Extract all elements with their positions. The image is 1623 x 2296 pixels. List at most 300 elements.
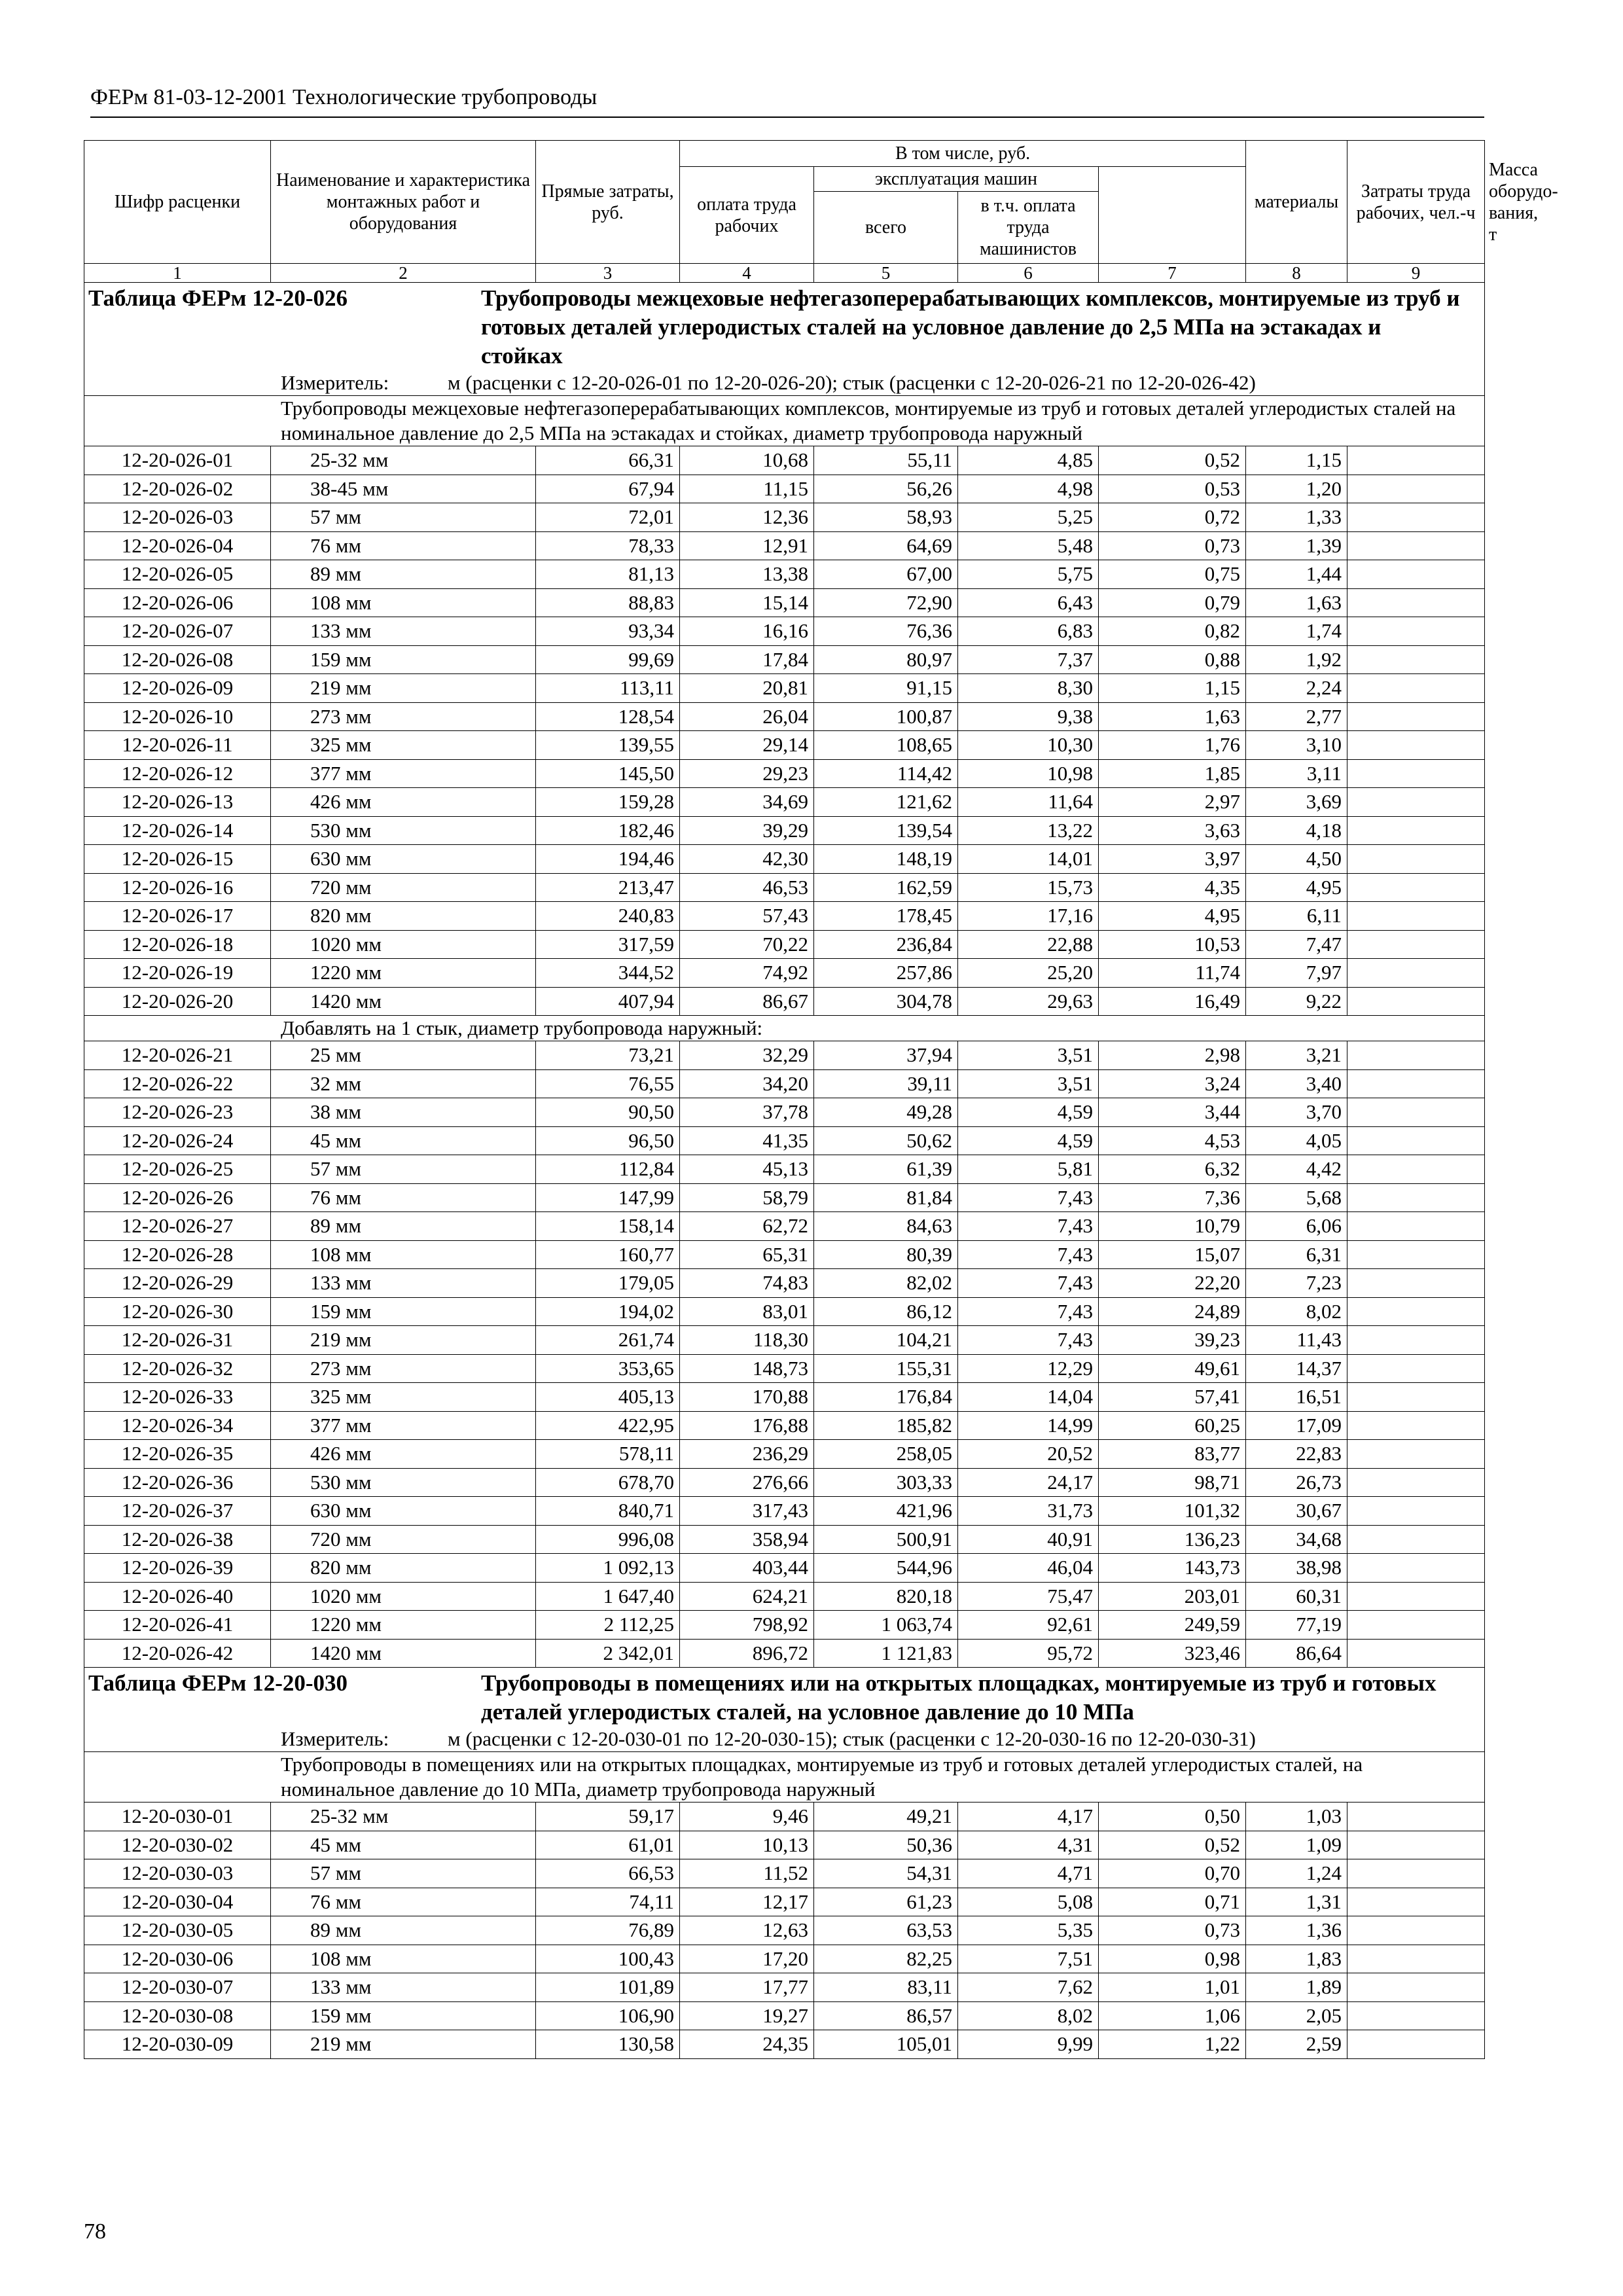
labor-hours: 1,63 — [1246, 588, 1347, 617]
work-name: 108 мм — [271, 588, 536, 617]
work-name: 219 мм — [271, 674, 536, 703]
materials: 22,20 — [1099, 1269, 1246, 1298]
column-number: 2 — [271, 264, 536, 283]
col-header-machinists: в т.ч. оплата труда машинистов — [958, 192, 1099, 264]
work-name: 76 мм — [271, 1888, 536, 1916]
labor-hours: 1,39 — [1246, 531, 1347, 560]
equipment-mass — [1347, 987, 1485, 1016]
rate-code: 12-20-030-05 — [84, 1916, 271, 1945]
machines-total: 105,01 — [814, 2030, 958, 2059]
machines-total: 81,84 — [814, 1183, 958, 1212]
work-name: 377 мм — [271, 759, 536, 788]
rate-code: 12-20-026-26 — [84, 1183, 271, 1212]
direct-cost: 130,58 — [536, 2030, 680, 2059]
labor-hours: 6,11 — [1246, 902, 1347, 931]
labor-hours: 1,15 — [1246, 446, 1347, 475]
work-name: 325 мм — [271, 1383, 536, 1412]
machines-total: 155,31 — [814, 1354, 958, 1383]
equipment-mass — [1347, 617, 1485, 646]
table-row — [84, 560, 1485, 589]
table-row — [84, 588, 1485, 617]
rate-code: 12-20-026-09 — [84, 674, 271, 703]
machines-total: 236,84 — [814, 930, 958, 959]
table-row — [84, 816, 1485, 845]
machinists-wages: 9,99 — [958, 2030, 1099, 2059]
materials: 1,22 — [1099, 2030, 1246, 2059]
machinists-wages: 3,51 — [958, 1069, 1099, 1098]
direct-cost: 76,55 — [536, 1069, 680, 1098]
table-row — [84, 930, 1485, 959]
table-026-heading — [84, 283, 1485, 371]
machinists-wages: 11,64 — [958, 788, 1099, 817]
rate-code: 12-20-026-12 — [84, 759, 271, 788]
table-row — [84, 902, 1485, 931]
table-026-measure-label: Измеритель: — [281, 371, 389, 394]
rate-code: 12-20-030-06 — [84, 1945, 271, 1973]
equipment-mass — [1347, 1240, 1485, 1269]
work-name: 720 мм — [271, 1525, 536, 1554]
machinists-wages: 7,43 — [958, 1326, 1099, 1355]
materials: 0,50 — [1099, 1803, 1246, 1831]
machines-total: 56,26 — [814, 475, 958, 503]
direct-cost: 182,46 — [536, 816, 680, 845]
rates-table-container — [84, 140, 1558, 2059]
machines-total: 86,57 — [814, 2001, 958, 2030]
machines-total: 258,05 — [814, 1440, 958, 1469]
table-row — [84, 1383, 1485, 1412]
machines-total: 54,31 — [814, 1859, 958, 1888]
materials: 60,25 — [1099, 1411, 1246, 1440]
equipment-mass — [1347, 645, 1485, 674]
equipment-mass — [1347, 1411, 1485, 1440]
direct-cost: 179,05 — [536, 1269, 680, 1298]
materials: 323,46 — [1099, 1639, 1246, 1668]
column-number: 5 — [814, 264, 958, 283]
rate-code: 12-20-030-01 — [84, 1803, 271, 1831]
work-name: 530 мм — [271, 816, 536, 845]
machines-total: 50,62 — [814, 1126, 958, 1155]
labor-hours: 1,36 — [1246, 1916, 1347, 1945]
table-row — [84, 446, 1485, 475]
table-030-measure-text: м (расценки с 12-20-030-01 по 12-20-030-15); стык (расценки с 12-20-030-16 по 12-20-030-31) — [448, 1727, 1256, 1750]
rate-code: 12-20-026-37 — [84, 1497, 271, 1526]
materials: 1,01 — [1099, 1973, 1246, 2002]
work-name: 426 мм — [271, 1440, 536, 1469]
work-name: 89 мм — [271, 1916, 536, 1945]
equipment-mass — [1347, 1440, 1485, 1469]
labor-hours: 1,31 — [1246, 1888, 1347, 1916]
materials: 3,24 — [1099, 1069, 1246, 1098]
labor-hours: 34,68 — [1246, 1525, 1347, 1554]
materials: 0,73 — [1099, 1916, 1246, 1945]
materials: 203,01 — [1099, 1582, 1246, 1611]
work-name: 89 мм — [271, 1212, 536, 1241]
machinists-wages: 4,31 — [958, 1831, 1099, 1859]
rate-code: 12-20-026-07 — [84, 617, 271, 646]
materials: 1,15 — [1099, 674, 1246, 703]
wages: 74,83 — [680, 1269, 814, 1298]
machines-total: 58,93 — [814, 503, 958, 532]
document-title: ФЕРм 81-03-12-2001 Технологические трубопроводы — [90, 85, 597, 109]
machinists-wages: 7,43 — [958, 1269, 1099, 1298]
machines-total: 176,84 — [814, 1383, 958, 1412]
labor-hours: 2,77 — [1246, 702, 1347, 731]
col-header-machines-total: всего — [814, 192, 958, 264]
rate-code: 12-20-026-27 — [84, 1212, 271, 1241]
equipment-mass — [1347, 1155, 1485, 1184]
work-name: 133 мм — [271, 1973, 536, 2002]
wages: 10,68 — [680, 446, 814, 475]
table-row — [84, 1916, 1485, 1945]
labor-hours: 1,33 — [1246, 503, 1347, 532]
equipment-mass — [1347, 816, 1485, 845]
materials: 0,79 — [1099, 588, 1246, 617]
direct-cost: 106,90 — [536, 2001, 680, 2030]
table-row — [84, 1525, 1485, 1554]
labor-hours: 3,10 — [1246, 731, 1347, 760]
equipment-mass — [1347, 1212, 1485, 1241]
rate-code: 12-20-030-08 — [84, 2001, 271, 2030]
wages: 10,13 — [680, 1831, 814, 1859]
wages: 29,14 — [680, 731, 814, 760]
labor-hours: 7,47 — [1246, 930, 1347, 959]
work-name: 1220 мм — [271, 1611, 536, 1640]
equipment-mass — [1347, 1611, 1485, 1640]
labor-hours: 4,95 — [1246, 873, 1347, 902]
machinists-wages: 7,43 — [958, 1183, 1099, 1212]
direct-cost: 317,59 — [536, 930, 680, 959]
machines-total: 1 121,83 — [814, 1639, 958, 1668]
wages: 62,72 — [680, 1212, 814, 1241]
machines-total: 139,54 — [814, 816, 958, 845]
labor-hours: 14,37 — [1246, 1354, 1347, 1383]
table-row — [84, 1859, 1485, 1888]
direct-cost: 128,54 — [536, 702, 680, 731]
machines-total: 257,86 — [814, 959, 958, 988]
machines-total: 421,96 — [814, 1497, 958, 1526]
machines-total: 104,21 — [814, 1326, 958, 1355]
machinists-wages: 22,88 — [958, 930, 1099, 959]
wages: 403,44 — [680, 1554, 814, 1583]
table-026-title: Трубопроводы межцеховые нефтегазоперерабатывающих комплексов, монтируемые из труб и готовых деталей углеродистых сталей на условное давление до 2,5 МПа на эстакадах и стойках — [481, 285, 1460, 368]
wages: 37,78 — [680, 1098, 814, 1127]
equipment-mass — [1347, 1468, 1485, 1497]
machines-total: 114,42 — [814, 759, 958, 788]
direct-cost: 81,13 — [536, 560, 680, 589]
table-row — [84, 1354, 1485, 1383]
work-name: 426 мм — [271, 788, 536, 817]
labor-hours: 7,97 — [1246, 959, 1347, 988]
table-header: Шифр расценки Наименование и характеристика монтажных работ и оборудования Прямые затраты, руб. В том числе, руб. материалы Затраты труда рабочих, чел.-ч Масса оборудо-вания, т оплата труда рабочих эксплуатация машин всего в т.ч. оплата труда машинистов 1 2 3 4 5 6 7 8 9 — [84, 141, 1485, 283]
work-name: 1420 мм — [271, 987, 536, 1016]
labor-hours: 2,24 — [1246, 674, 1347, 703]
machinists-wages: 5,08 — [958, 1888, 1099, 1916]
work-name: 630 мм — [271, 1497, 536, 1526]
machines-total: 67,00 — [814, 560, 958, 589]
labor-hours: 3,69 — [1246, 788, 1347, 817]
column-number: 1 — [84, 264, 271, 283]
labor-hours: 4,50 — [1246, 845, 1347, 874]
wages: 20,81 — [680, 674, 814, 703]
work-name: 325 мм — [271, 731, 536, 760]
wages: 45,13 — [680, 1155, 814, 1184]
materials: 39,23 — [1099, 1326, 1246, 1355]
work-name: 1020 мм — [271, 1582, 536, 1611]
equipment-mass — [1347, 1098, 1485, 1127]
materials: 7,36 — [1099, 1183, 1246, 1212]
wages: 358,94 — [680, 1525, 814, 1554]
wages: 83,01 — [680, 1297, 814, 1326]
wages: 16,16 — [680, 617, 814, 646]
wages: 624,21 — [680, 1582, 814, 1611]
direct-cost: 840,71 — [536, 1497, 680, 1526]
machines-total: 37,94 — [814, 1041, 958, 1070]
machines-total: 178,45 — [814, 902, 958, 931]
wages: 19,27 — [680, 2001, 814, 2030]
wages: 17,77 — [680, 1973, 814, 2002]
equipment-mass — [1347, 1973, 1485, 2002]
materials: 4,35 — [1099, 873, 1246, 902]
table-026-section-2-text: Добавлять на 1 стык, диаметр трубопровода наружный: — [84, 1016, 1485, 1041]
table-row — [84, 1888, 1485, 1916]
direct-cost: 2 342,01 — [536, 1639, 680, 1668]
materials: 49,61 — [1099, 1354, 1246, 1383]
materials: 1,06 — [1099, 2001, 1246, 2030]
direct-cost: 113,11 — [536, 674, 680, 703]
rate-code: 12-20-026-21 — [84, 1041, 271, 1070]
table-row — [84, 1803, 1485, 1831]
work-name: 45 мм — [271, 1126, 536, 1155]
direct-cost: 96,50 — [536, 1126, 680, 1155]
work-name: 273 мм — [271, 702, 536, 731]
equipment-mass — [1347, 1183, 1485, 1212]
col-header-group: В том числе, руб. — [680, 141, 1246, 167]
work-name: 219 мм — [271, 1326, 536, 1355]
direct-cost: 1 092,13 — [536, 1554, 680, 1583]
materials: 3,97 — [1099, 845, 1246, 874]
machines-total: 55,11 — [814, 446, 958, 475]
table-row — [84, 1126, 1485, 1155]
direct-cost: 158,14 — [536, 1212, 680, 1241]
materials: 1,76 — [1099, 731, 1246, 760]
materials: 0,70 — [1099, 1859, 1246, 1888]
work-name: 630 мм — [271, 845, 536, 874]
machines-total: 820,18 — [814, 1582, 958, 1611]
labor-hours: 86,64 — [1246, 1639, 1347, 1668]
materials: 10,79 — [1099, 1212, 1246, 1241]
materials: 2,98 — [1099, 1041, 1246, 1070]
equipment-mass — [1347, 1582, 1485, 1611]
machines-total: 304,78 — [814, 987, 958, 1016]
rate-code: 12-20-026-05 — [84, 560, 271, 589]
machinists-wages: 4,98 — [958, 475, 1099, 503]
materials: 0,82 — [1099, 617, 1246, 646]
rate-code: 12-20-026-30 — [84, 1297, 271, 1326]
machinists-wages: 3,51 — [958, 1041, 1099, 1070]
work-name: 1020 мм — [271, 930, 536, 959]
work-name: 159 мм — [271, 2001, 536, 2030]
machines-total: 80,97 — [814, 645, 958, 674]
materials: 98,71 — [1099, 1468, 1246, 1497]
labor-hours: 9,22 — [1246, 987, 1347, 1016]
labor-hours: 1,74 — [1246, 617, 1347, 646]
wages: 11,52 — [680, 1859, 814, 1888]
machinists-wages: 4,85 — [958, 446, 1099, 475]
column-number: 6 — [958, 264, 1099, 283]
work-name: 133 мм — [271, 1269, 536, 1298]
labor-hours: 3,21 — [1246, 1041, 1347, 1070]
equipment-mass — [1347, 788, 1485, 817]
wages: 65,31 — [680, 1240, 814, 1269]
table-row — [84, 674, 1485, 703]
rate-code: 12-20-030-04 — [84, 1888, 271, 1916]
direct-cost: 59,17 — [536, 1803, 680, 1831]
table-row — [84, 1240, 1485, 1269]
materials: 24,89 — [1099, 1297, 1246, 1326]
table-row — [84, 503, 1485, 532]
labor-hours: 6,06 — [1246, 1212, 1347, 1241]
wages: 29,23 — [680, 759, 814, 788]
rate-code: 12-20-026-36 — [84, 1468, 271, 1497]
col-header-wages: оплата труда рабочих — [680, 167, 814, 264]
wages: 17,84 — [680, 645, 814, 674]
equipment-mass — [1347, 1383, 1485, 1412]
wages: 26,04 — [680, 702, 814, 731]
equipment-mass — [1347, 930, 1485, 959]
table-026-label: Таблица ФЕРм 12-20-026 — [88, 285, 348, 311]
wages: 12,17 — [680, 1888, 814, 1916]
labor-hours: 7,23 — [1246, 1269, 1347, 1298]
direct-cost: 2 112,25 — [536, 1611, 680, 1640]
work-name: 76 мм — [271, 531, 536, 560]
machinists-wages: 25,20 — [958, 959, 1099, 988]
machines-total: 49,21 — [814, 1803, 958, 1831]
direct-cost: 407,94 — [536, 987, 680, 1016]
rate-code: 12-20-026-28 — [84, 1240, 271, 1269]
wages: 57,43 — [680, 902, 814, 931]
table-row — [84, 2030, 1485, 2059]
machinists-wages: 7,43 — [958, 1240, 1099, 1269]
labor-hours: 1,09 — [1246, 1831, 1347, 1859]
rate-code: 12-20-026-16 — [84, 873, 271, 902]
table-026-measure-text: м (расценки с 12-20-026-01 по 12-20-026-20); стык (расценки с 12-20-026-21 по 12-20-026-42) — [448, 371, 1256, 394]
table-row — [84, 1155, 1485, 1184]
table-row — [84, 1497, 1485, 1526]
materials: 0,75 — [1099, 560, 1246, 589]
machinists-wages: 5,48 — [958, 531, 1099, 560]
rate-code: 12-20-026-03 — [84, 503, 271, 532]
machinists-wages: 9,38 — [958, 702, 1099, 731]
table-030-section-1 — [84, 1752, 1485, 1803]
machines-total: 121,62 — [814, 788, 958, 817]
work-name: 219 мм — [271, 2030, 536, 2059]
work-name: 25-32 мм — [271, 1803, 536, 1831]
direct-cost: 261,74 — [536, 1326, 680, 1355]
machines-total: 83,11 — [814, 1973, 958, 2002]
machines-total: 82,02 — [814, 1269, 958, 1298]
col-header-direct: Прямые затраты, руб. — [536, 141, 680, 264]
rate-code: 12-20-026-34 — [84, 1411, 271, 1440]
machines-total: 80,39 — [814, 1240, 958, 1269]
machinists-wages: 10,98 — [958, 759, 1099, 788]
materials: 0,53 — [1099, 475, 1246, 503]
labor-hours: 1,20 — [1246, 475, 1347, 503]
labor-hours: 4,42 — [1246, 1155, 1347, 1184]
table-026-section-2 — [84, 1016, 1485, 1041]
equipment-mass — [1347, 674, 1485, 703]
machinists-wages: 40,91 — [958, 1525, 1099, 1554]
labor-hours: 22,83 — [1246, 1440, 1347, 1469]
column-number: 7 — [1099, 264, 1246, 283]
work-name: 720 мм — [271, 873, 536, 902]
labor-hours: 3,70 — [1246, 1098, 1347, 1127]
materials: 101,32 — [1099, 1497, 1246, 1526]
machinists-wages: 5,25 — [958, 503, 1099, 532]
equipment-mass — [1347, 1069, 1485, 1098]
machines-total: 100,87 — [814, 702, 958, 731]
machinists-wages: 14,01 — [958, 845, 1099, 874]
labor-hours: 5,68 — [1246, 1183, 1347, 1212]
table-body — [84, 283, 1485, 2059]
work-name: 25-32 мм — [271, 446, 536, 475]
rate-code: 12-20-026-42 — [84, 1639, 271, 1668]
machinists-wages: 15,73 — [958, 873, 1099, 902]
table-row — [84, 1326, 1485, 1355]
col-header-machines: эксплуатация машин — [814, 167, 1099, 192]
col-header-name: Наименование и характеристика монтажных работ и оборудования — [271, 141, 536, 264]
work-name: 273 мм — [271, 1354, 536, 1383]
table-row — [84, 759, 1485, 788]
equipment-mass — [1347, 1639, 1485, 1668]
machinists-wages: 4,71 — [958, 1859, 1099, 1888]
rate-code: 12-20-026-39 — [84, 1554, 271, 1583]
work-name: 108 мм — [271, 1240, 536, 1269]
equipment-mass — [1347, 2001, 1485, 2030]
table-row — [84, 1554, 1485, 1583]
machines-total: 162,59 — [814, 873, 958, 902]
machinists-wages: 5,75 — [958, 560, 1099, 589]
rate-code: 12-20-026-41 — [84, 1611, 271, 1640]
machinists-wages: 6,43 — [958, 588, 1099, 617]
column-number: 8 — [1246, 264, 1347, 283]
direct-cost: 99,69 — [536, 645, 680, 674]
equipment-mass — [1347, 2030, 1485, 2059]
labor-hours: 3,11 — [1246, 759, 1347, 788]
direct-cost: 353,65 — [536, 1354, 680, 1383]
rate-code: 12-20-026-15 — [84, 845, 271, 874]
materials: 1,63 — [1099, 702, 1246, 731]
table-row — [84, 1611, 1485, 1640]
rate-code: 12-20-026-32 — [84, 1354, 271, 1383]
rate-code: 12-20-026-33 — [84, 1383, 271, 1412]
machinists-wages: 7,62 — [958, 1973, 1099, 2002]
machinists-wages: 7,51 — [958, 1945, 1099, 1973]
machinists-wages: 95,72 — [958, 1639, 1099, 1668]
table-row — [84, 731, 1485, 760]
labor-hours: 26,73 — [1246, 1468, 1347, 1497]
equipment-mass — [1347, 1326, 1485, 1355]
equipment-mass — [1347, 959, 1485, 988]
machines-total: 64,69 — [814, 531, 958, 560]
equipment-mass — [1347, 902, 1485, 931]
labor-hours: 1,92 — [1246, 645, 1347, 674]
direct-cost: 422,95 — [536, 1411, 680, 1440]
equipment-mass — [1347, 1126, 1485, 1155]
labor-hours: 17,09 — [1246, 1411, 1347, 1440]
table-row — [84, 645, 1485, 674]
direct-cost: 159,28 — [536, 788, 680, 817]
work-name: 57 мм — [271, 1859, 536, 1888]
